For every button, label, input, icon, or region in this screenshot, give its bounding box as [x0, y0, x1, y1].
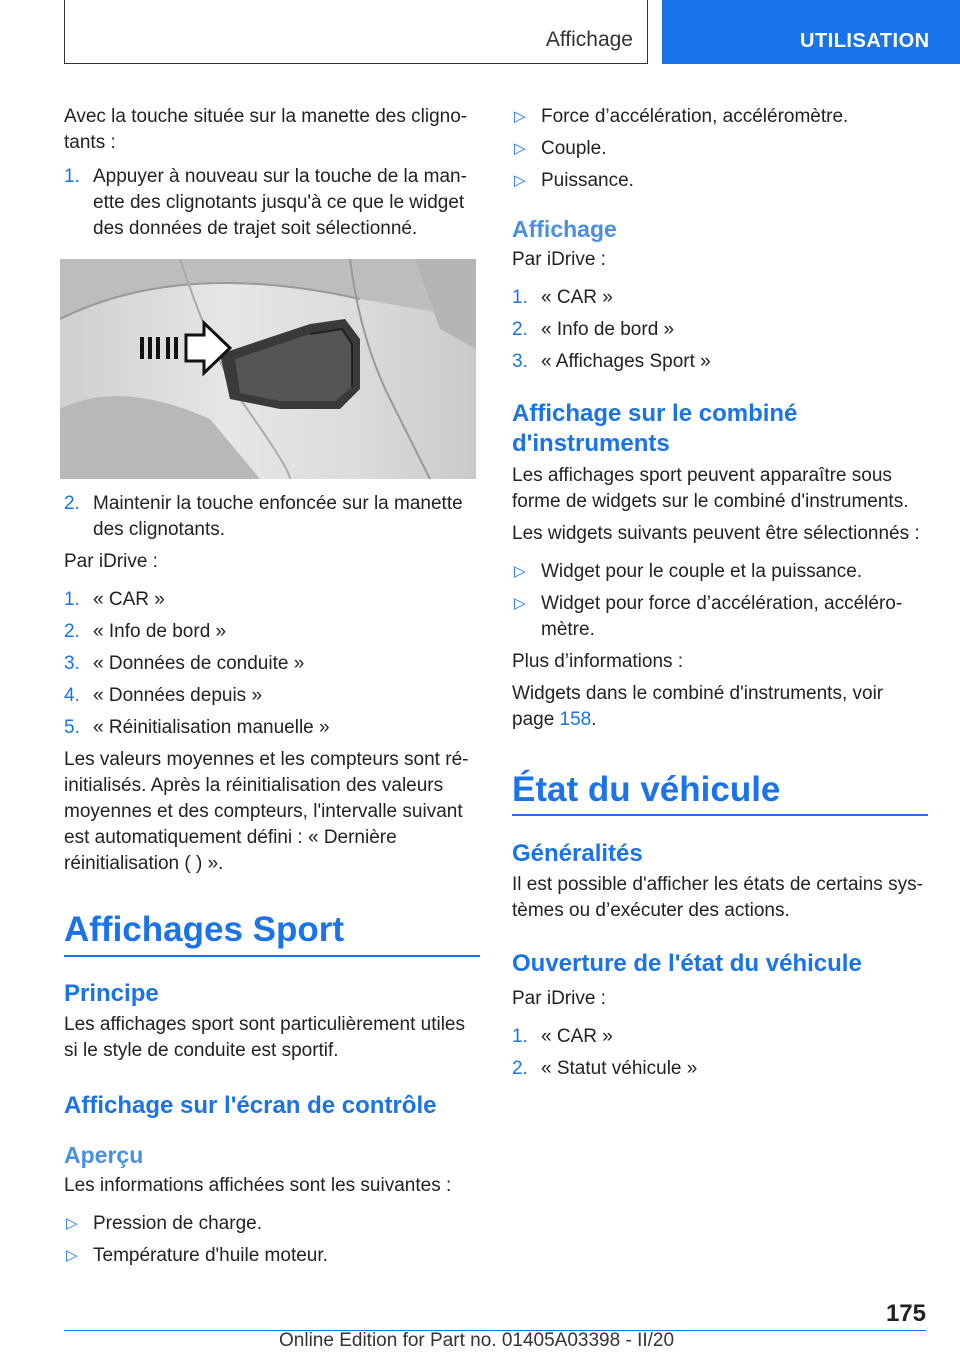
heading-affichage: Affichage [512, 216, 617, 242]
list-item [64, 491, 476, 543]
info-bullet-list [64, 1211, 476, 1269]
list-item [512, 285, 928, 311]
step-text: Appuyer à nouveau sur la touche de la man-ette des clignotants jusqu'à ce que le widget des données de trajet soit sélectionné. [93, 166, 467, 239]
heading-generalites: Généralités [512, 840, 643, 867]
menu-path-text: « CAR » [541, 287, 613, 308]
triangle-bullet-icon: ▷ [66, 1247, 78, 1264]
reference-end: . [591, 709, 597, 730]
lever-illustration-icon [60, 259, 476, 479]
step-number: 3. [64, 653, 80, 674]
step-number: 2. [512, 319, 528, 340]
principe-text: Les affichages sport sont particulièrement utiles si le style de conduite est sportif. [64, 1014, 465, 1061]
more-info-label: Plus d’informations : [512, 651, 684, 672]
turn-signal-lever-photo [60, 259, 476, 479]
list-item [512, 104, 928, 130]
bullet-text: Widget pour force d’accélération, accéléro-mètre. [541, 593, 903, 640]
header-box [64, 0, 648, 64]
menu-path-text: « Données de conduite » [93, 653, 305, 674]
intro-text: Avec la touche située sur la manette des cligno-tants : [64, 106, 468, 153]
step-number: 4. [64, 685, 80, 706]
combine-text: Les affichages sport peuvent apparaître sous forme de widgets sur le combiné d'instruments. [512, 465, 909, 512]
bullet-text: Force d’accélération, accéléromètre. [541, 106, 849, 127]
left-column-3 [64, 980, 476, 1269]
page-number: 175 [885, 1300, 926, 1327]
list-item [512, 1024, 928, 1050]
heading-line: d'instruments [512, 430, 670, 457]
bullet-text: Pression de charge. [93, 1213, 262, 1234]
heading-ecran-controle: Affichage sur l'écran de contrôle [64, 1092, 437, 1119]
right-column [512, 104, 928, 733]
idrive-label: Par iDrive : [512, 988, 606, 1009]
step-number: 2. [512, 1058, 528, 1079]
idrive-menu-list [512, 285, 928, 375]
heading-line: Affichage sur le combiné [512, 400, 798, 427]
list-item [64, 715, 476, 741]
step-number: 1. [512, 1026, 528, 1047]
reset-text: Les valeurs moyennes et les compteurs sont ré-initialisés. Après la réinitialisation des valeurs moyennes et des compteurs, l'intervalle suivant est automatiquement défini : « Dernière réinitialisation ( ) ». [64, 749, 469, 874]
list-item [512, 559, 928, 585]
heading-rule [64, 955, 480, 957]
bullet-text: Widget pour le couple et la puissance. [541, 561, 863, 582]
edition-text: Online Edition for Part no. 01405A03398 - II/20 [279, 1330, 675, 1351]
idrive-label: Par iDrive : [512, 249, 606, 270]
list-item [64, 619, 476, 645]
right-column-2 [512, 840, 928, 1082]
step-number: 1. [64, 166, 80, 187]
step-number: 3. [512, 351, 528, 372]
widgets-text: Les widgets suivants peuvent être sélectionnés : [512, 523, 920, 544]
triangle-bullet-icon: ▷ [514, 172, 526, 189]
list-item [64, 683, 476, 709]
widget-bullet-list [512, 559, 928, 643]
menu-path-text: « Réinitialisation manuelle » [93, 717, 330, 738]
cross-reference [512, 681, 928, 733]
list-item [512, 136, 928, 162]
step-number: 1. [64, 589, 80, 610]
list-item [64, 587, 476, 613]
generalites-text: Il est possible d'afficher les états de certains sys-tèmes ou d’exécuter des actions. [512, 874, 923, 921]
menu-path-text: « Info de bord » [541, 319, 675, 340]
menu-path-text: « Info de bord » [93, 621, 227, 642]
apercu-text: Les informations affichées sont les suivantes : [64, 1175, 452, 1196]
idrive-label: Par iDrive : [64, 551, 158, 572]
list-item [512, 168, 928, 194]
chapter-tab[interactable] [662, 0, 960, 64]
heading-rule [512, 814, 928, 816]
bullet-text: Puissance. [541, 170, 634, 191]
heading-etat-vehicule: État du véhicule [512, 770, 781, 809]
heading-principe: Principe [64, 980, 159, 1007]
info-bullet-list-2 [512, 104, 928, 194]
section-title: Affichage [545, 28, 633, 51]
step-text: Maintenir la touche enfoncée sur la manette des clignotants. [93, 493, 463, 540]
reference-text: Widgets dans le combiné d'instruments, voir page [512, 683, 884, 730]
step-number: 2. [64, 493, 80, 514]
step-number: 5. [64, 717, 80, 738]
page-header [0, 0, 960, 66]
list-item [64, 1211, 476, 1237]
menu-path-text: « Données depuis » [93, 685, 263, 706]
step-number: 2. [64, 621, 80, 642]
page-link[interactable]: 158 [559, 709, 592, 730]
left-column-2 [64, 491, 476, 877]
bullet-text: Couple. [541, 138, 607, 159]
list-item [512, 317, 928, 343]
idrive-menu-list [512, 1024, 928, 1082]
triangle-bullet-icon: ▷ [514, 140, 526, 157]
list-item [64, 164, 476, 242]
triangle-bullet-icon: ▷ [514, 108, 526, 125]
list-item [64, 1243, 476, 1269]
list-item [512, 349, 928, 375]
bullet-text: Température d'huile moteur. [93, 1245, 328, 1266]
list-item [512, 591, 928, 643]
triangle-bullet-icon: ▷ [514, 563, 526, 580]
triangle-bullet-icon: ▷ [514, 595, 526, 612]
idrive-menu-list [64, 587, 476, 741]
menu-path-text: « CAR » [93, 589, 165, 610]
menu-path-text: « CAR » [541, 1026, 613, 1047]
heading-ouverture: Ouverture de l'état du véhicule [512, 950, 862, 977]
list-item [512, 1056, 928, 1082]
menu-path-text: « Statut véhicule » [541, 1058, 698, 1079]
chapter-tab-label: UTILISATION [800, 30, 930, 52]
heading-apercu: Aperçu [64, 1142, 144, 1168]
triangle-bullet-icon: ▷ [66, 1215, 78, 1232]
heading-affichages-sport: Affichages Sport [64, 910, 345, 949]
left-column [64, 104, 476, 242]
list-item [64, 651, 476, 677]
menu-path-text: « Affichages Sport » [541, 351, 711, 372]
heading-combine [512, 399, 928, 459]
step-number: 1. [512, 287, 528, 308]
